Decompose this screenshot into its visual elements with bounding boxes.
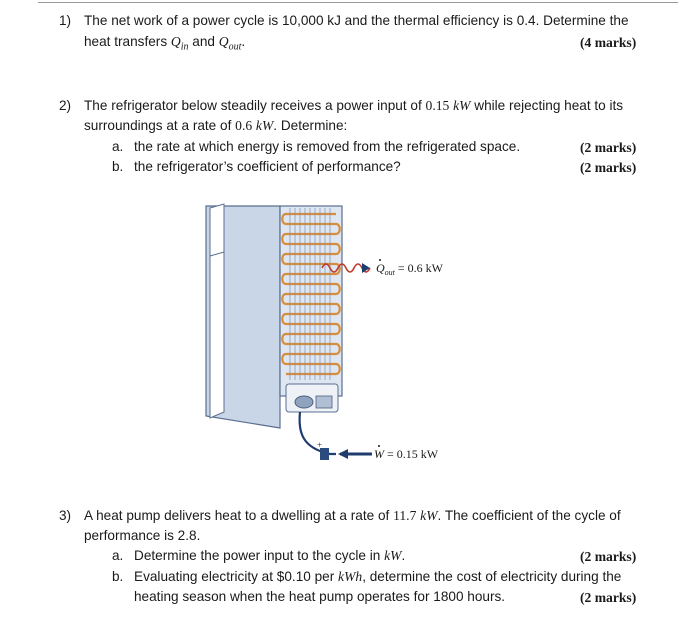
work-arrowhead-icon [338, 449, 348, 459]
q1-line2-pre: heat transfers [84, 34, 171, 49]
q3-b-line2: heating season when the heat pump operates for 1800 hours. [134, 589, 506, 604]
q3-b-unit: kWh [338, 569, 363, 584]
q1-line2-mid: and [188, 34, 219, 49]
q3-a-unit: kW [384, 548, 402, 563]
w-dot [378, 445, 380, 447]
q2-a-text: the rate at which energy is removed from the refrigerated space. [134, 139, 521, 154]
q1-marks: (4 marks) [580, 35, 637, 50]
q-in-symbol: Q [170, 34, 181, 49]
q3-a-label: a. [112, 548, 124, 563]
q3-rate-unit: kW [420, 508, 438, 523]
q3-a-post: . [401, 548, 406, 563]
qout-subscript: out [384, 268, 395, 277]
q-out-symbol: Q [218, 34, 229, 49]
q3-a-text [134, 547, 405, 565]
q2-number: 2) [59, 98, 72, 113]
q2-heat-unit: kW [255, 118, 274, 133]
q2-heat-value: 0.6 [235, 118, 253, 133]
q3-a-marks: (2 marks) [580, 549, 637, 564]
q3-b-post: , determine the cost of electricity during the [362, 569, 622, 584]
q3-b-pre: Evaluating electricity at $0.10 per [134, 569, 339, 584]
q1-line1: The net work of a power cycle is 10,000 kJ and the thermal efficiency is 0.4. Determine the [84, 13, 629, 28]
q2-line1-post: while rejecting heat to its [470, 98, 624, 113]
q2-line1-pre: The refrigerator below steadily receives a power input of [84, 98, 426, 113]
plus-sign: + [317, 440, 323, 450]
q3-rate-value: 11.7 [393, 508, 417, 523]
q2-a-label: a. [112, 139, 124, 154]
w-symbol: W [374, 447, 384, 461]
top-rule [38, 2, 678, 3]
refrigerator-figure [190, 196, 480, 476]
qout-symbol: Q [376, 261, 385, 275]
q3-b-label: b. [112, 569, 124, 584]
qout-dot [379, 259, 381, 261]
q-out-subscript: out [228, 41, 242, 53]
q3-line1 [84, 507, 621, 525]
q2-line2-post: . Determine: [273, 118, 348, 133]
work-label [374, 447, 439, 461]
q-in-subscript: in [180, 41, 189, 53]
q2-line2 [84, 117, 347, 135]
q3-b-marks: (2 marks) [580, 590, 637, 605]
cabinet-front-edge [210, 204, 224, 418]
q3-line2: performance is 2.8. [84, 528, 201, 543]
q2-line1 [84, 97, 623, 115]
q3-number: 3) [59, 508, 72, 523]
q3-b-text [134, 568, 621, 586]
q2-power-value: 0.15 [425, 98, 450, 113]
qout-value: = 0.6 kW [394, 261, 443, 275]
compressor-box [316, 396, 332, 408]
q3-a-pre: Determine the power input to the cycle in [134, 548, 385, 563]
q2-line2-pre: surroundings at a rate of [84, 118, 236, 133]
qout-label [376, 261, 444, 277]
q3-line1-pre: A heat pump delivers heat to a dwelling at a rate of [84, 508, 394, 523]
w-value: = 0.15 kW [384, 447, 439, 461]
q2-b-label: b. [112, 159, 124, 174]
q1-line2 [84, 33, 245, 57]
q3-line1-post: . The coefficient of the cycle of [437, 508, 621, 523]
compressor [295, 396, 313, 408]
q2-b-marks: (2 marks) [580, 160, 637, 175]
q1-number: 1) [59, 13, 72, 28]
q1-line2-end: . [241, 34, 246, 49]
q2-b-text: the refrigerator’s coefficient of performance? [134, 159, 401, 174]
q2-a-marks: (2 marks) [580, 140, 637, 155]
q2-power-unit: kW [453, 98, 471, 113]
